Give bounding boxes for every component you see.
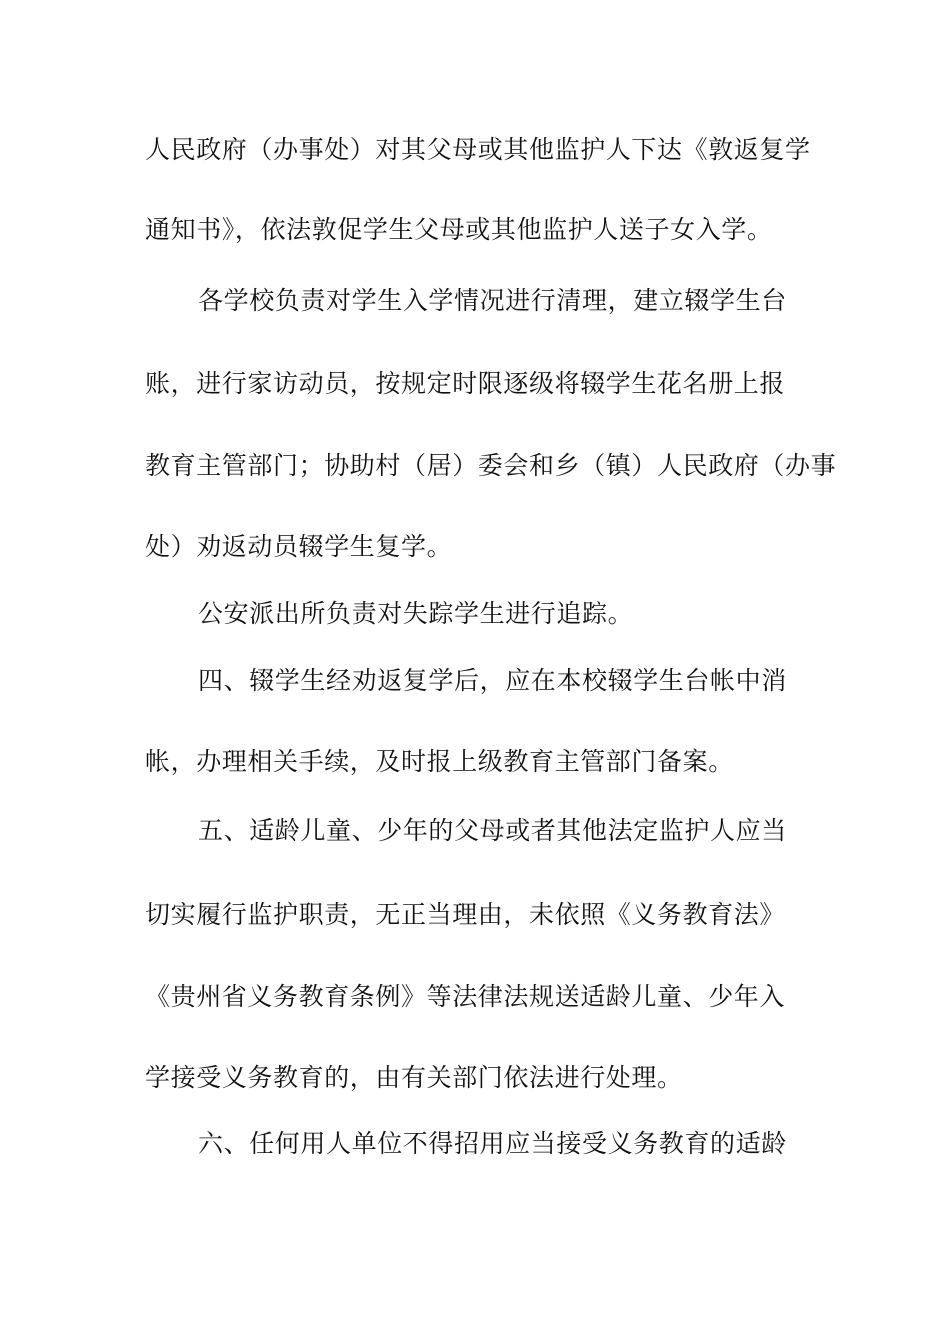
- text-line: 通知书》，依法敦促学生父母或其他监护人送子女入学。: [145, 215, 773, 244]
- text-line: 公安派出所负责对失踪学生进行追踪。: [198, 599, 634, 628]
- text-line: 教育主管部门；协助村（居）委会和乡（镇）人民政府（办事: [145, 451, 837, 480]
- text-line: 学接受义务教育的，由有关部门依法进行处理。: [145, 1063, 683, 1092]
- text-line: 六、任何用人单位不得招用应当接受义务教育的适龄: [198, 1129, 787, 1158]
- text-line: 四、辍学生经劝返复学后，应在本校辍学生台帐中消: [198, 666, 787, 695]
- text-line: 处）劝返动员辍学生复学。: [145, 532, 453, 561]
- text-line: 账，进行家访动员，按规定时限逐级将辍学生花名册上报: [145, 369, 786, 398]
- text-line: 五、适龄儿童、少年的父母或者其他法定监护人应当: [198, 816, 787, 845]
- text-line: 《贵州省义务教育条例》等法律法规送适龄儿童、少年入: [145, 982, 786, 1011]
- text-line: 人民政府（办事处）对其父母或其他监护人下达《敦返复学: [145, 135, 811, 164]
- text-line: 各学校负责对学生入学情况进行清理，建立辍学生台: [198, 286, 787, 315]
- text-line: 切实履行监护职责，无正当理由，未依照《义务教育法》: [145, 900, 786, 929]
- text-line: 帐，办理相关手续，及时报上级教育主管部门备案。: [145, 747, 734, 776]
